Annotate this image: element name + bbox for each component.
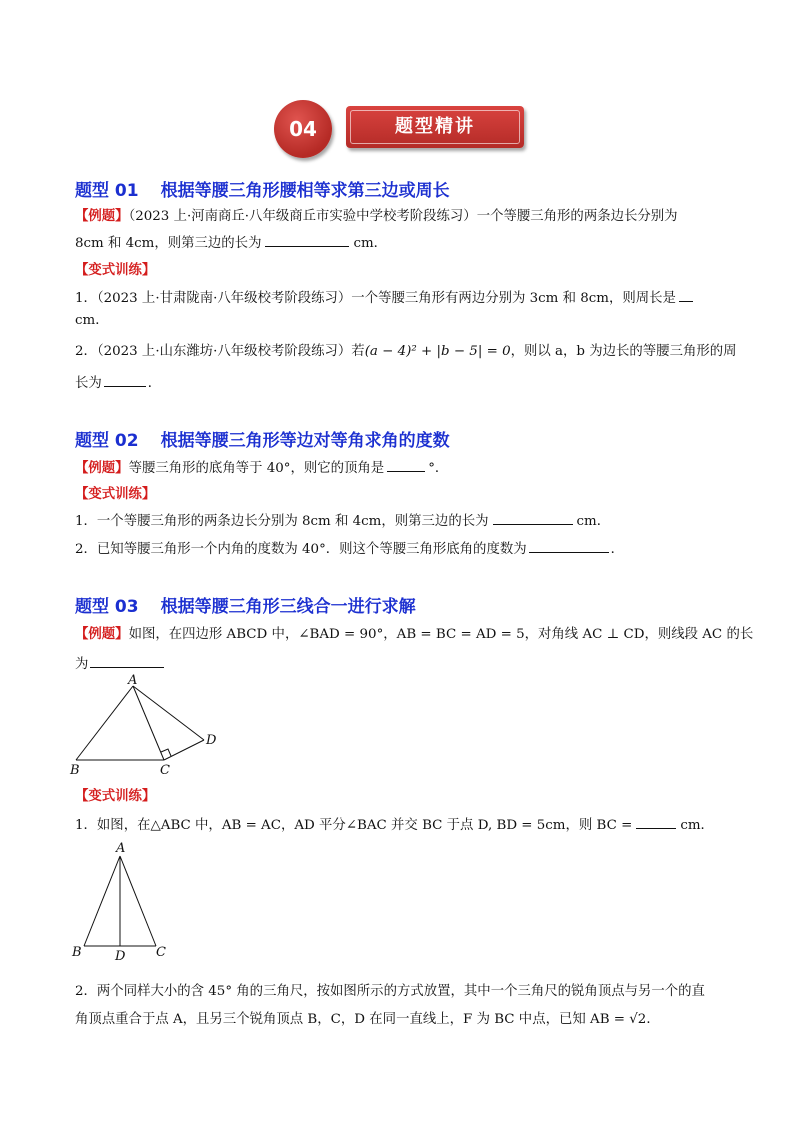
answer-blank[interactable]: [265, 232, 349, 247]
edge-ab: [84, 856, 120, 946]
question-2-line-1: 2．（2023 上·山东潍坊·八年级校考阶段练习）若(a − 4)² + |b − 5| = 0，则以 a，b 为边长的等腰三角形的周: [75, 344, 737, 359]
right-angle-mark: [161, 749, 171, 756]
section-code: 题型 03: [75, 597, 139, 617]
practice-tag-line: [75, 260, 155, 281]
example-line-2: 8cm 和 4cm，则第三边的长为 cm．: [75, 232, 387, 254]
example-line-1: 【例题】如图，在四边形 ABCD 中，∠BAD = 90°，AB = BC = AD = 5，对角线 AC ⊥ CD，则线段 AC 的长: [75, 626, 754, 642]
question-2-line-2: 长为 ．: [75, 372, 161, 394]
figure-isosceles-triangle-abc: [68, 838, 174, 964]
banner-number: 04: [289, 117, 317, 141]
label-c: C: [160, 763, 170, 778]
answer-blank[interactable]: [679, 287, 693, 302]
answer-blank[interactable]: [636, 814, 676, 829]
example-tag: 【例题】: [75, 208, 129, 224]
label-b: B: [70, 763, 80, 778]
label-a: A: [128, 674, 138, 688]
section-heading-03: [75, 592, 416, 617]
practice-tag-line: [75, 786, 155, 807]
section-code: 题型 01: [75, 181, 139, 201]
label-d: D: [115, 949, 126, 964]
example-tag: 【例题】: [75, 626, 129, 642]
edge-cd: [164, 740, 204, 760]
label-d: D: [206, 733, 217, 748]
example-line-1: 【例题】（2023 上·河南商丘·八年级商丘市实验中学校考阶段练习）一个等腰三角形的两条边长分别为: [75, 208, 678, 224]
practice-tag: 【变式训练】: [75, 486, 156, 502]
edge-ab: [76, 686, 133, 760]
question-1-line-1: 1．（2023 上·甘肃陇南·八年级校考阶段练习）一个等腰三角形有两边分别为 3cm 和 8cm，则周长是: [75, 287, 693, 309]
label-a: A: [116, 841, 126, 856]
edge-ac: [120, 856, 156, 946]
section-title: 根据等腰三角形三线合一进行求解: [160, 597, 416, 617]
figure-quadrilateral-abcd: [66, 674, 226, 780]
question-2-line: 2．已知等腰三角形一个内角的度数为 40°．则这个等腰三角形底角的度数为 ．: [75, 538, 624, 560]
question-2-line-1: 2．两个同样大小的含 45° 角的三角尺，按如图所示的方式放置，其中一个三角尺的锐角顶点与另一个的直: [75, 984, 705, 999]
section-banner: [274, 96, 526, 160]
label-b: B: [72, 945, 82, 960]
question-2-line-2: 角顶点重合于点 A，且另三个锐角顶点 B，C，D 在同一直线上，F 为 BC 中点，已知 AB = √2．: [75, 1012, 660, 1027]
question-1-line: 1．一个等腰三角形的两条边长分别为 8cm 和 4cm，则第三边的长为 cm．: [75, 510, 610, 532]
answer-blank[interactable]: [529, 538, 609, 553]
edge-ad: [133, 686, 204, 740]
section-title: 根据等腰三角形等边对等角求角的度数: [160, 431, 450, 451]
question-1-line: 1．如图，在△ABC 中，AB = AC，AD 平分∠BAC 并交 BC 于点 D, BD = 5cm，则 BC = cm．: [75, 814, 714, 836]
section-heading-01: [75, 176, 450, 201]
answer-blank[interactable]: [493, 510, 573, 525]
practice-tag-line: [75, 484, 155, 505]
section-heading-02: [75, 426, 450, 451]
practice-tag: 【变式训练】: [75, 788, 156, 804]
section-title: 根据等腰三角形腰相等求第三边或周长: [160, 181, 450, 201]
answer-blank[interactable]: [90, 653, 164, 668]
answer-blank[interactable]: [387, 457, 425, 472]
answer-blank[interactable]: [104, 372, 146, 387]
edge-ac: [133, 686, 164, 760]
label-c: C: [156, 945, 166, 960]
example-tag: 【例题】: [75, 460, 129, 476]
q2-formula: (a − 4)² + |b − 5| = 0: [364, 344, 511, 359]
banner-title: 题型精讲: [395, 116, 475, 137]
practice-tag: 【变式训练】: [75, 262, 156, 278]
example-line-2: 为: [75, 653, 164, 675]
section-code: 题型 02: [75, 431, 139, 451]
question-1-line-2: cm．: [75, 313, 109, 328]
example-line: 【例题】等腰三角形的底角等于 40°，则它的顶角是 °．: [75, 457, 448, 479]
